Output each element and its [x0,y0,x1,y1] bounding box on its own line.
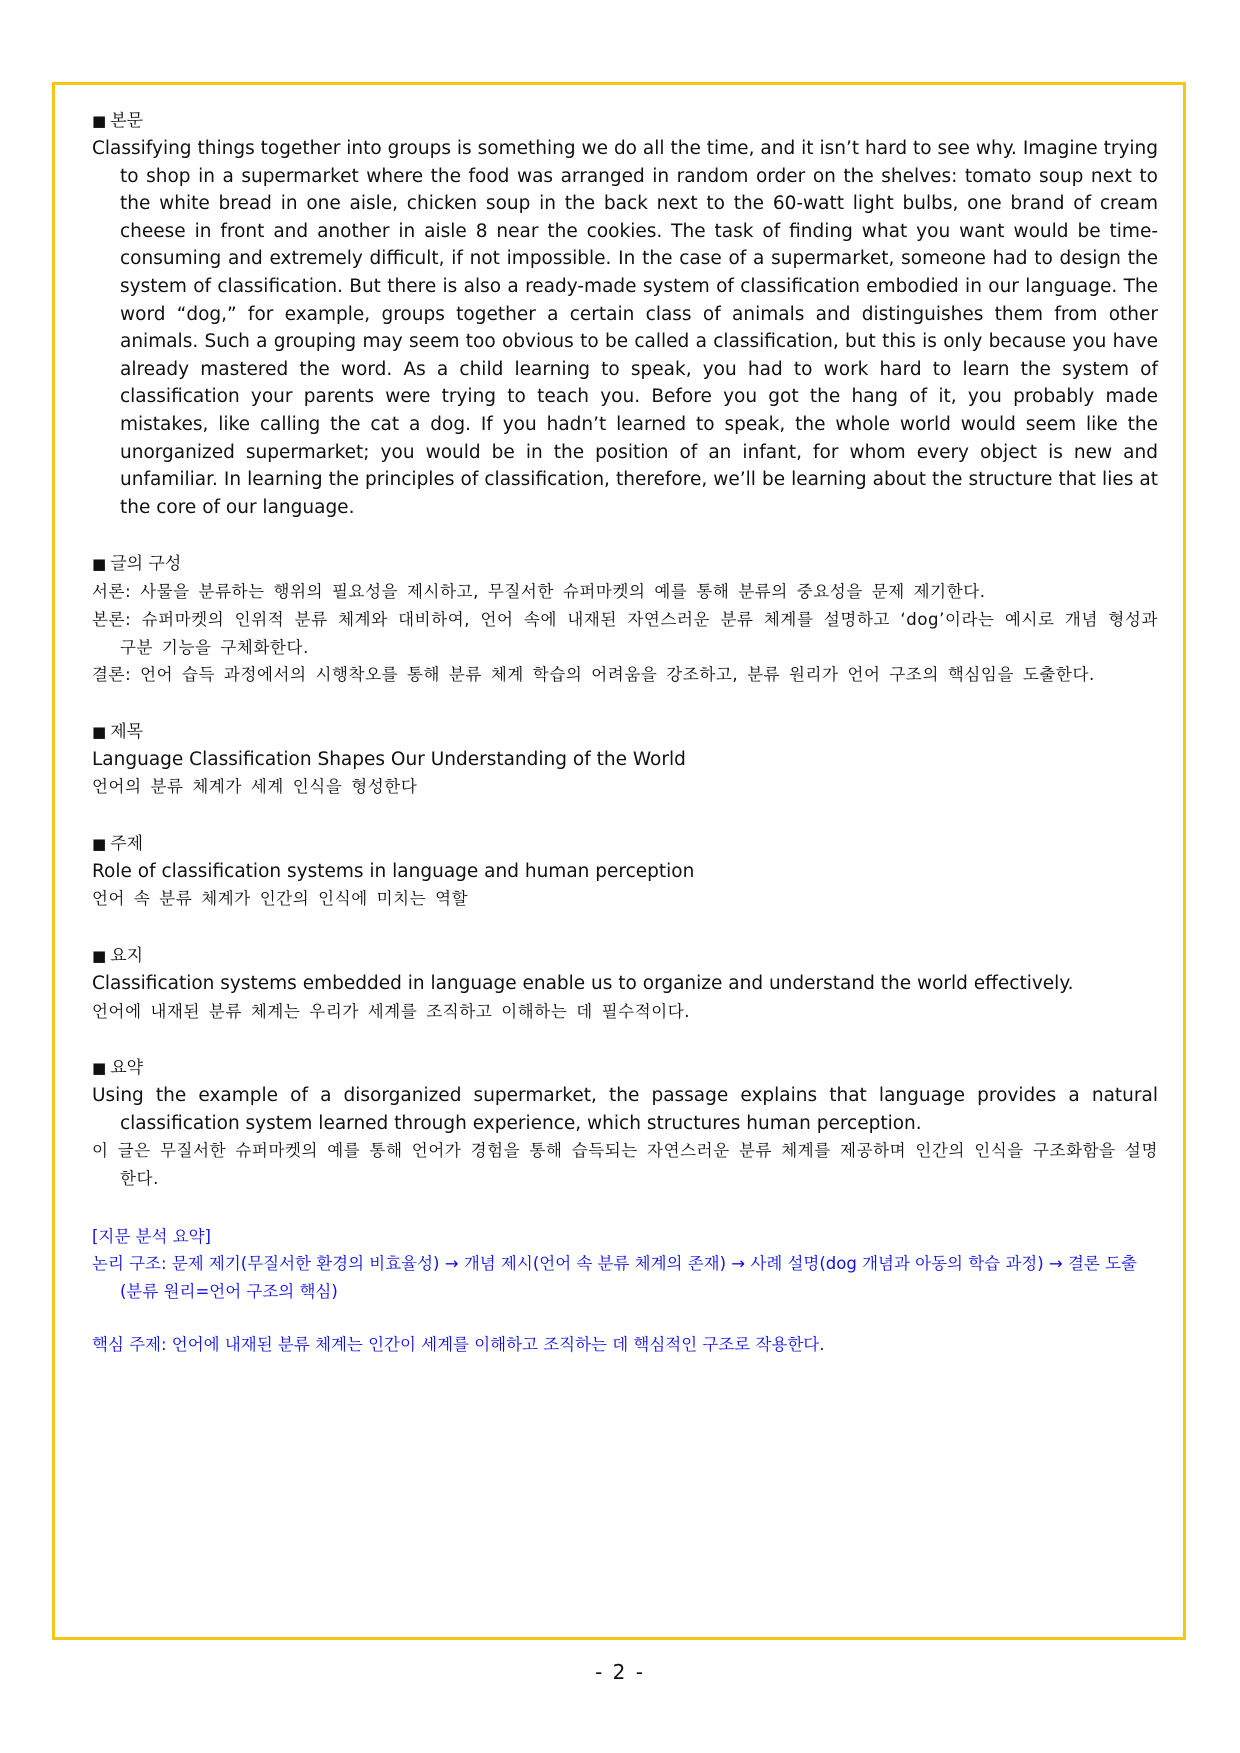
title-english: Language Classification Shapes Our Understanding of the World [92,748,686,770]
section-body [92,108,1158,521]
square-bullet-icon: ■ [92,722,107,741]
analysis-heading: [지문 분석 요약] [92,1226,211,1246]
section-heading: ■ 글의 구성 [92,554,182,575]
section-summary [92,1055,1158,1192]
section-topic [92,831,1158,913]
worksheet-content [92,108,1158,1389]
square-bullet-icon: ■ [92,1059,107,1078]
body-passage: Classifying things together into groups is something we do all the time, and it isn’t hard to see why. Imagine trying to shop in a supermarket where the food was arranged in random order on the shelves: tomato soup next to the white bread in one aisle, chicken soup in the back next to the 60-watt light bulbs, one brand of cream cheese in front and another in aisle 8 near the cookies. The task of finding what you want would be time-consuming and extremely difficult, if not impossible. In the case of a supermarket, someone had to design the system of classification. But there is also a ready-made system of classification embodied in our language. The word “dog,” for example, groups together a certain class of animals and distinguishes them from other animals. Such a grouping may seem too obvious to be called a classification, but this is only because you have already mastered the word. As a child learning to speak, you had to work hard to learn the system of classification your parents were trying to teach you. Before you got the hang of it, you probably made mistakes, like calling the cat a dog. If you hadn’t learned to speak, the whole world would seem like the unorganized supermarket; you would be in the position of an infant, for whom every object is new and unfamiliar. In learning the principles of classification, therefore, we’ll be learning about the structure that lies at the core of our language. [92,138,1158,518]
square-bullet-icon: ■ [92,834,107,853]
section-heading: ■ 본문 [92,111,144,131]
structure-main: 본론: 슈퍼마켓의 인위적 분류 체계와 대비하여, 언어 속에 내재된 자연스러운 분류 체계를 설명하고 ‘dog’이라는 예시로 개념 형성과 구분 기능을 구체화한다. [92,609,1158,657]
analysis-logic: 논리 구조: 문제 제기(무질서한 환경의 비효율성) → 개념 제시(언어 속 분류 체계의 존재) → 사례 설명(dog 개념과 아동의 학습 과정) → 결론 도출(분류 원리=언어 구조의 핵심) [92,1254,1137,1301]
summary-english: Using the example of a disorganized supermarket, the passage explains that language provides a natural classification system learned through experience, which structures human perception. [92,1085,1158,1134]
structure-conclusion: 결론: 언어 습득 과정에서의 시행착오를 통해 분류 체계 학습의 어려움을 강조하고, 분류 원리가 언어 구조의 핵심임을 도출한다. [92,665,1095,685]
section-heading: ■ 요약 [92,1058,144,1079]
section-structure [92,551,1158,688]
page-number: - 2 - [595,1660,645,1684]
structure-intro: 서론: 사물을 분류하는 행위의 필요성을 제시하고, 무질서한 슈퍼마켓의 예를 통해 분류의 중요성을 문제 제기한다. [92,582,986,602]
section-heading: ■ 제목 [92,721,144,742]
analysis-core: 핵심 주제: 언어에 내재된 분류 체계는 인간이 세계를 이해하고 조직하는 데 핵심적인 구조로 작용한다. [92,1335,825,1355]
square-bullet-icon: ■ [92,947,107,966]
section-heading: ■ 주제 [92,833,144,854]
topic-korean: 언어 속 분류 체계가 인간의 인식에 미치는 역할 [92,889,469,909]
gist-english: Classification systems embedded in language enable us to organize and understand the world effectively. [92,973,1074,995]
section-title [92,719,1158,801]
square-bullet-icon: ■ [92,112,107,130]
section-heading: ■ 요지 [92,946,144,967]
gist-korean: 언어에 내재된 분류 체계는 우리가 세계를 조직하고 이해하는 데 필수적이다. [92,1001,691,1021]
section-analysis [92,1223,1158,1359]
summary-korean: 이 글은 무질서한 슈퍼마켓의 예를 통해 언어가 경험을 통해 습득되는 자연스러운 분류 체계를 제공하며 인간의 인식을 구조화함을 설명한다. [92,1141,1158,1189]
section-gist [92,943,1158,1025]
square-bullet-icon: ■ [92,555,107,574]
title-korean: 언어의 분류 체계가 세계 인식을 형성한다 [92,777,418,797]
topic-english: Role of classification systems in language and human perception [92,860,695,882]
